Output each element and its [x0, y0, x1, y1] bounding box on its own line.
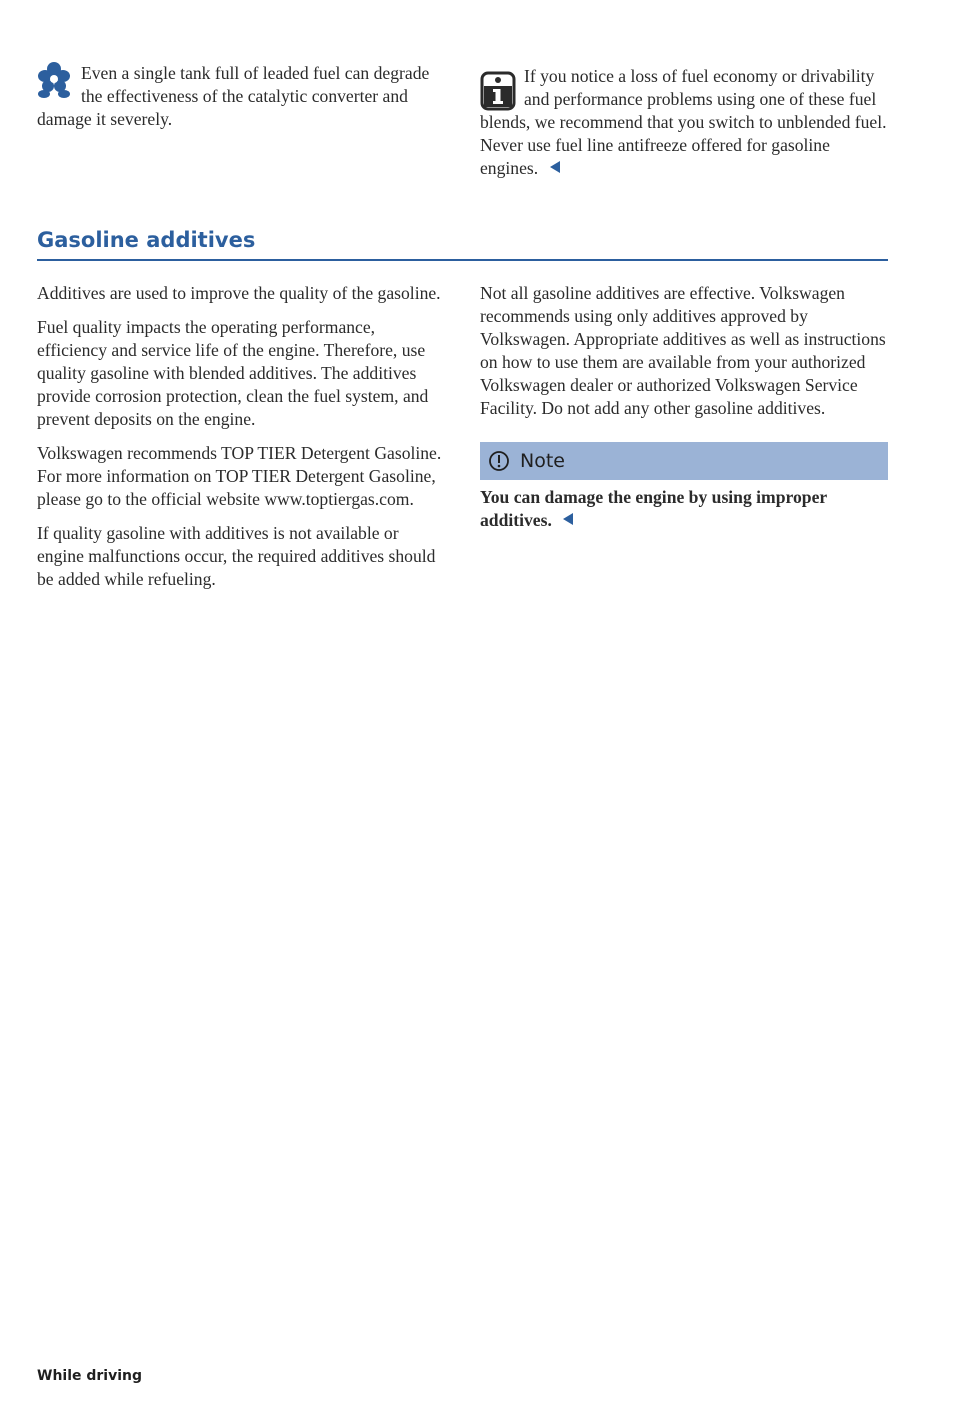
left-column — [37, 282, 447, 602]
right-column — [480, 282, 888, 532]
info-icon — [480, 71, 516, 111]
paragraph: Fuel quality impacts the operating performance, efficiency and service life of the engine. Therefore, use quality gasoline with blended additives. The additives provide corrosion protection, clean the fuel system, and prevent deposits on the engine. — [37, 317, 429, 429]
paragraph: Not all gasoline additives are effective. Volkswagen recommends using only additives approved by Volkswagen. Appropriate additives as well as instructions on how to use them are available from your authorized Volkswagen dealer or authorized Volkswagen Service Facility. Do not add any other gasoline additives. — [480, 283, 886, 418]
note-icon — [488, 450, 510, 472]
section-divider — [37, 259, 888, 261]
section-title: Gasoline additives — [37, 228, 256, 252]
end-marker-icon — [562, 509, 574, 532]
environment-flower-icon — [37, 61, 71, 99]
paragraph: If quality gasoline with additives is not available or engine malfunctions occur, the required additives should be added while refueling. — [37, 523, 436, 589]
note-text: You can damage the engine by using improper additives. — [480, 487, 827, 530]
environment-note — [37, 62, 447, 142]
note-box — [480, 442, 888, 480]
note-title: Note — [520, 449, 565, 472]
environment-note-text: Even a single tank full of leaded fuel can degrade the effectiveness of the catalytic converter and damage it severely. — [37, 63, 430, 129]
page-footer: While driving — [37, 1368, 143, 1384]
paragraph: Additives are used to improve the quality of the gasoline. — [37, 283, 441, 303]
info-note-text: If you notice a loss of fuel economy or drivability and performance problems using one of these fuel blends, we recommend that you switch to unblended fuel. Never use fuel line antifreeze offered for gasoline engines. — [480, 66, 887, 178]
end-marker-icon — [549, 157, 561, 180]
paragraph: Volkswagen recommends TOP TIER Detergent Gasoline. For more information on TOP TIER Detergent Gasoline, please go to the official website www.toptiergas.com. — [37, 443, 442, 509]
info-note — [480, 65, 890, 191]
note-text-block — [480, 486, 888, 532]
